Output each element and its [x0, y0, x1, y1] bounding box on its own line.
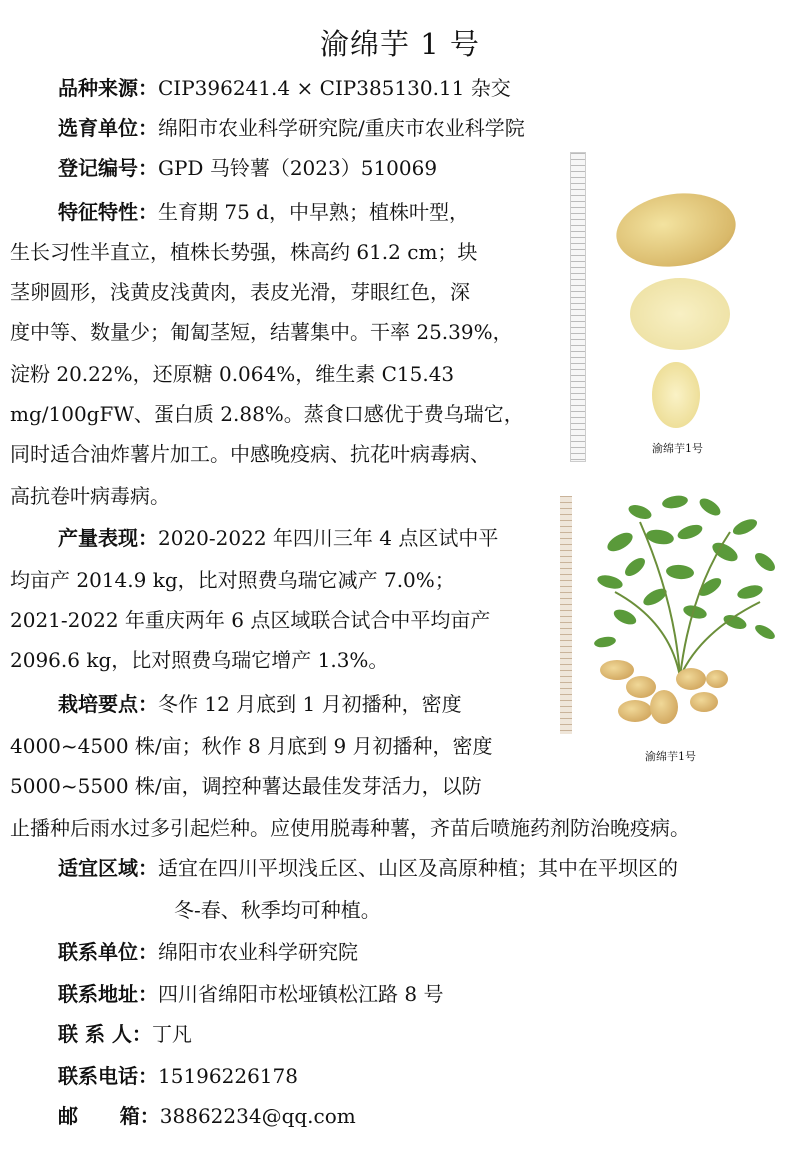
contact-unit-label: 联系单位：: [58, 940, 158, 964]
field-address: [58, 982, 443, 1006]
tuber-longitudinal-section-image: [652, 362, 700, 428]
region-line-1: 冬-春、秋季均可种植。: [174, 898, 381, 922]
email-label: 邮 箱：: [58, 1104, 160, 1128]
traits-line-3: 度中等、数量少；匍匐茎短，结薯集中。干率 25.39%，: [10, 320, 513, 344]
field-person: [58, 1022, 192, 1046]
page-title: 渝绵芋 1 号: [320, 27, 480, 61]
tuber-cross-section-image: [630, 278, 730, 350]
email-value: 38862234@qq.com: [159, 1104, 356, 1128]
yield-line-0: [58, 526, 498, 550]
cultivation-label: 栽培要点：: [58, 692, 158, 716]
yield-line-3: 2096.6 kg，比对照费乌瑞它增产 1.3%。: [10, 648, 389, 672]
harvested-tuber-image: [600, 660, 634, 680]
field-contact-unit: [58, 940, 358, 964]
registration-label: 登记编号：: [58, 156, 158, 180]
plant-photo-caption: 渝绵芋1号: [645, 750, 696, 763]
field-registration: [58, 156, 437, 180]
traits-line-1: 生长习性半直立，植株长势强，株高约 61.2 cm；块: [10, 240, 478, 264]
traits-line-2: 茎卵圆形，浅黄皮浅黄肉，表皮光滑，芽眼红色，深: [10, 280, 470, 304]
traits-line-5: mg/100gFW、蛋白质 2.88%。蒸食口感优于费乌瑞它，: [10, 402, 524, 426]
phone-label: 联系电话：: [58, 1064, 158, 1088]
region-label: 适宜区域：: [58, 856, 158, 880]
region-text-0: 适宜在四川平坝浅丘区、山区及高原种植；其中在平坝区的: [158, 856, 678, 880]
harvested-tuber-image: [626, 676, 656, 698]
field-phone: [58, 1064, 298, 1088]
traits-line-4: 淀粉 20.22%，还原糖 0.064%，维生素 C15.43: [10, 362, 455, 386]
traits-line-7: 高抗卷叶病毒病。: [10, 484, 170, 508]
breeder-value: 绵阳市农业科学研究院/重庆市农业科学院: [158, 116, 525, 140]
source-label: 品种来源：: [58, 76, 158, 100]
yield-text-0: 2020-2022 年四川三年 4 点区试中平: [158, 526, 499, 550]
traits-line-0: [58, 200, 469, 224]
harvested-tuber-image: [676, 668, 706, 690]
person-value: 丁凡: [151, 1022, 192, 1046]
breeder-label: 选育单位：: [58, 116, 158, 140]
tuber-photo-caption: 渝绵芋1号: [652, 442, 703, 455]
phone-value: 15196226178: [158, 1064, 298, 1088]
region-line-0: [58, 856, 678, 880]
cultivation-line-3: 止播种后雨水过多引起烂种。应使用脱毒种薯，齐苗后喷施药剂防治晚疫病。: [10, 816, 690, 840]
ruler-graphic: [570, 152, 586, 462]
harvested-tuber-image: [650, 690, 678, 724]
harvested-tuber-image: [618, 700, 652, 722]
contact-unit-value: 绵阳市农业科学研究院: [158, 940, 358, 964]
cultivation-line-1: 4000~4500 株/亩；秋作 8 月底到 9 月初播种，密度: [10, 734, 493, 758]
traits-line-6: 同时适合油炸薯片加工。中感晚疫病、抗花叶病毒病、: [10, 442, 490, 466]
traits-text-0: 生育期 75 d，中早熟；植株叶型，: [158, 200, 469, 224]
cultivation-line-2: 5000~5500 株/亩，调控种薯达最佳发芽活力，以防: [10, 774, 482, 798]
field-breeder: [58, 116, 525, 140]
address-value: 四川省绵阳市松垭镇松江路 8 号: [158, 982, 444, 1006]
plant-foliage-image: [580, 482, 785, 682]
field-source: [58, 76, 511, 100]
traits-label: 特征特性：: [58, 200, 158, 224]
yield-label: 产量表现：: [58, 526, 158, 550]
address-label: 联系地址：: [58, 982, 158, 1006]
yield-line-1: 均亩产 2014.9 kg，比对照费乌瑞它减产 7.0%；: [10, 568, 455, 592]
source-value: CIP396241.4 × CIP385130.11 杂交: [158, 76, 511, 100]
field-email: [58, 1104, 356, 1128]
cultivation-line-0: [58, 692, 462, 716]
harvested-tuber-image: [690, 692, 718, 712]
yield-line-2: 2021-2022 年重庆两年 6 点区域联合试合中平均亩产: [10, 608, 491, 632]
plant-ruler-graphic: [560, 496, 572, 734]
cultivation-text-0: 冬作 12 月底到 1 月初播种，密度: [158, 692, 462, 716]
person-label: 联 系 人：: [58, 1022, 152, 1046]
registration-value: GPD 马铃薯（2023）510069: [158, 156, 438, 180]
harvested-tuber-image: [706, 670, 728, 688]
